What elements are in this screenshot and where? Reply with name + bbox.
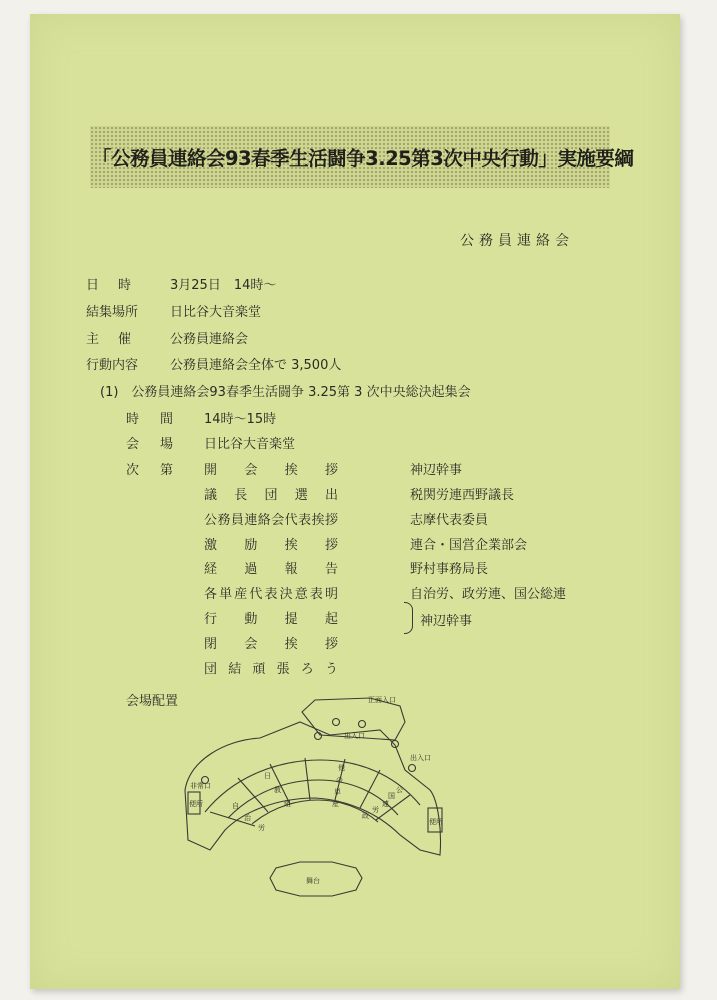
program-person: 税関労連西野議長 bbox=[410, 488, 515, 503]
info-value-place: 日比谷大音楽堂 bbox=[170, 305, 262, 320]
entrance-marker bbox=[359, 721, 366, 728]
section-divider bbox=[238, 778, 268, 812]
info-label-host: 主 催 bbox=[86, 332, 135, 347]
section-char: 労 bbox=[258, 824, 265, 832]
toilet-label-right: 便所 bbox=[429, 818, 443, 826]
section-char: 国 bbox=[388, 792, 395, 800]
program-person: 志摩代表委員 bbox=[410, 513, 489, 528]
toilet-label-left: 便所 bbox=[189, 800, 203, 808]
rally-time-value: 14時～15時 bbox=[204, 412, 277, 427]
program-item: 激励挨拶 bbox=[204, 538, 338, 553]
program-item: 団結頑張ろう bbox=[204, 662, 338, 677]
program-item: 閉会挨拶 bbox=[204, 637, 338, 652]
section-char: 治 bbox=[244, 814, 251, 822]
section-char: 産 bbox=[332, 800, 339, 808]
rally-time-label: 時 間 bbox=[126, 412, 178, 427]
program-person: 連合・国営企業部会 bbox=[410, 538, 528, 553]
info-label-place: 結集場所 bbox=[86, 305, 139, 320]
section-char: 単 bbox=[334, 788, 341, 796]
program-person: 神辺幹事 bbox=[410, 463, 463, 478]
section-char: 自 bbox=[232, 802, 239, 810]
program-item: 経過報告 bbox=[204, 562, 338, 577]
program-item: 議長団選出 bbox=[204, 488, 338, 503]
program-person-shared: 神辺幹事 bbox=[420, 614, 473, 629]
rally-venue-value: 日比谷大音楽堂 bbox=[204, 437, 296, 452]
organizer-header: 公務員連絡会 bbox=[460, 233, 574, 249]
info-value-date: 3月25日 14時～ bbox=[170, 278, 277, 293]
section-char: の bbox=[336, 776, 343, 784]
rally-program-label: 次 第 bbox=[126, 463, 178, 478]
info-label-action: 行動内容 bbox=[86, 358, 139, 373]
section-char: 他 bbox=[338, 764, 345, 772]
section-char: 労 bbox=[372, 806, 379, 814]
section-char: 組 bbox=[284, 800, 291, 808]
entrance-label-right: 出入口 bbox=[410, 754, 431, 762]
program-person: 野村事務局長 bbox=[410, 562, 489, 577]
program-item: 開会挨拶 bbox=[204, 463, 338, 478]
entrance-marker bbox=[409, 765, 416, 772]
layout-heading: 会場配置 bbox=[126, 694, 179, 709]
program-item: 各単産代表決意表明 bbox=[204, 587, 338, 602]
seat-row-inner bbox=[252, 800, 378, 824]
entrance-marker bbox=[333, 719, 340, 726]
main-entrance-label: 正面入口 bbox=[368, 696, 396, 704]
entrance-label: 出入口 bbox=[344, 732, 365, 740]
emergency-exit-label: 非常口 bbox=[190, 782, 211, 790]
section-char: 日 bbox=[264, 772, 271, 780]
section-char: 政 bbox=[362, 812, 369, 820]
document-title: 「公務員連絡会93春季生活闘争3.25第3次中央行動」実施要綱 bbox=[92, 147, 634, 170]
rally-heading: (1) 公務員連絡会93春季生活闘争 3.25第 3 次中央総決起集会 bbox=[100, 385, 471, 400]
section-char: 公 bbox=[396, 786, 403, 794]
section-char: 連 bbox=[382, 800, 389, 808]
section-char: 教 bbox=[274, 786, 281, 794]
program-item: 公務員連絡会代表挨拶 bbox=[204, 513, 338, 528]
info-value-host: 公務員連絡会 bbox=[170, 332, 249, 347]
stage-label: 舞台 bbox=[306, 877, 320, 885]
program-item: 行動提起 bbox=[204, 612, 338, 627]
entrance-marker bbox=[315, 733, 322, 740]
section-divider bbox=[305, 758, 310, 800]
rally-venue-label: 会 場 bbox=[126, 437, 178, 452]
info-value-action: 公務員連絡会全体で 3,500人 bbox=[170, 358, 342, 373]
info-label-date: 日 時 bbox=[86, 278, 135, 293]
program-person: 自治労、政労連、国公総連 bbox=[410, 587, 567, 602]
